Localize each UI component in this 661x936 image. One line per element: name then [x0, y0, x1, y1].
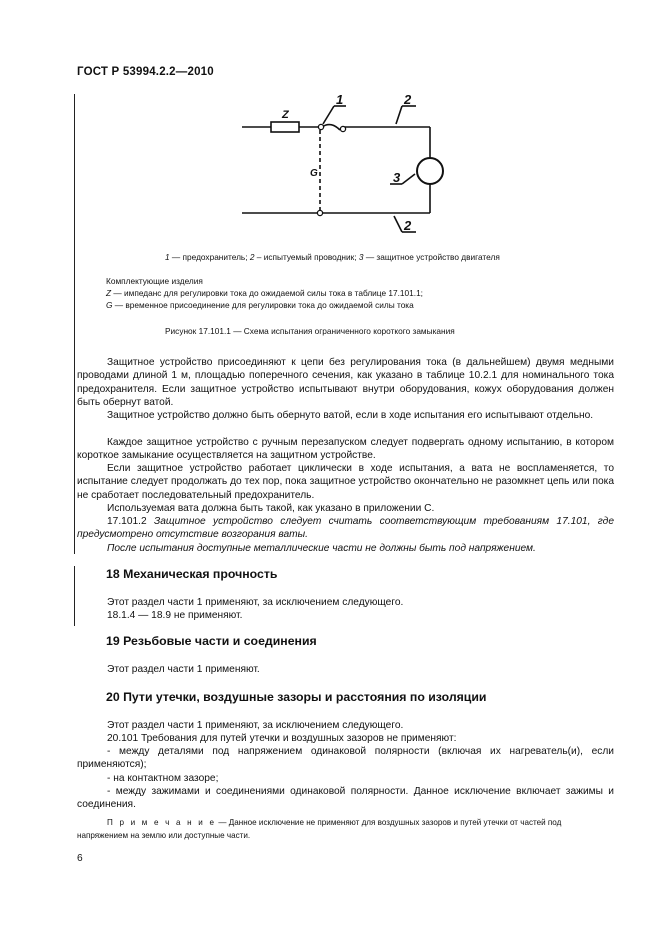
- list-item: - между зажимами и соединениями одинаковой полярности. Данное исключение включает зажимы и соединения.: [77, 786, 614, 811]
- paragraph: 20.101 Требования для путей утечки и воздушных зазоров не применяют:: [107, 733, 457, 744]
- component-z: Z — импеданс для регулировки тока до ожидаемой силы тока в таблице 17.101.1;: [106, 288, 423, 298]
- margin-change-bar: [74, 94, 75, 554]
- label-2-bottom: 2: [404, 218, 412, 233]
- paragraph: Этот раздел части 1 применяют, за исключением следующего.: [107, 597, 404, 608]
- motor-protector-symbol: [417, 158, 443, 184]
- fuse-symbol: [322, 125, 340, 130]
- label-2-top: 2: [404, 92, 412, 107]
- paragraph: Каждое защитное устройство с ручным перезапуском следует подвергать одному испытанию, в котором короткое замыкание осуществляется на защитном устройстве.: [77, 437, 614, 462]
- section-heading-18: 18 Механическая прочность: [106, 567, 278, 581]
- paragraph: Этот раздел части 1 применяют.: [107, 664, 260, 675]
- component-g: G — временное присоединение для регулировки тока до ожидаемой силы тока: [106, 300, 414, 310]
- note: П р и м е ч а н и е — Данное исключение не применяют для воздушных зазоров и путей утечки от частей под напряжением на землю или доступные части.: [77, 818, 562, 840]
- paragraph: Используемая вата должна быть такой, как указано в приложении С.: [107, 503, 435, 514]
- figure-legend: 1 — предохранитель; 2 – испытуемый проводник; 3 — защитное устройство двигателя: [165, 252, 500, 262]
- list-item: - на контактном зазоре;: [107, 773, 219, 784]
- components-list: [106, 275, 423, 311]
- label-1: 1: [336, 92, 344, 107]
- impedance-z-symbol: [271, 122, 299, 132]
- paragraph: Защитное устройство должно быть обернуто ватой, если в ходе испытания его испытывают отдельно.: [107, 410, 594, 421]
- paragraph: Защитное устройство присоединяют к цепи без регулирования тока (в дальнейшем) двумя медными проводами длиной 1 м, площадью поперечного сечения, как указано в таблице 10.2.1 для номинального тока предохранителя. Если защитное устройство испытывают внутри оборудования, кожух оборудования должен быть обернут ватой.: [77, 357, 614, 408]
- label-3: 3: [393, 170, 401, 185]
- paragraph: Если защитное устройство работает циклически в ходе испытания, а вата не воспламеняется, то испытание следует продолжать до тех пор, пока защитное устройство окончательно не разомкнет цепь или пока не сработает последовательный предохранитель.: [77, 463, 614, 501]
- paragraph-17-101-2: 17.101.2 Защитное устройство следует считать соответствующим требованиям 17.101, где предусмотрено отсутствие возгорания ваты.: [77, 516, 614, 541]
- document-header: ГОСТ Р 53994.2.2—2010: [77, 66, 214, 78]
- paragraph: Этот раздел части 1 применяют, за исключением следующего.: [107, 720, 404, 731]
- section-heading-19: 19 Резьбовые части и соединения: [106, 634, 317, 648]
- circuit-diagram: [230, 88, 470, 238]
- paragraph: 18.1.4 — 18.9 не применяют.: [107, 610, 243, 621]
- components-title: Комплектующие изделия: [106, 276, 203, 286]
- section-heading-20: 20 Пути утечки, воздушные зазоры и расстояния по изоляции: [106, 690, 487, 704]
- label-g: G: [310, 168, 318, 179]
- label-z: Z: [282, 109, 289, 121]
- page-number: 6: [77, 853, 83, 864]
- list-item: - между деталями под напряжением одинаковой полярности (включая их нагреватель(и), если применяются);: [77, 746, 614, 771]
- margin-change-bar: [74, 566, 75, 626]
- paragraph: После испытания доступные металлические части не должны быть под напряжением.: [107, 543, 536, 554]
- figure-caption: Рисунок 17.101.1 — Схема испытания ограниченного короткого замыкания: [165, 326, 455, 336]
